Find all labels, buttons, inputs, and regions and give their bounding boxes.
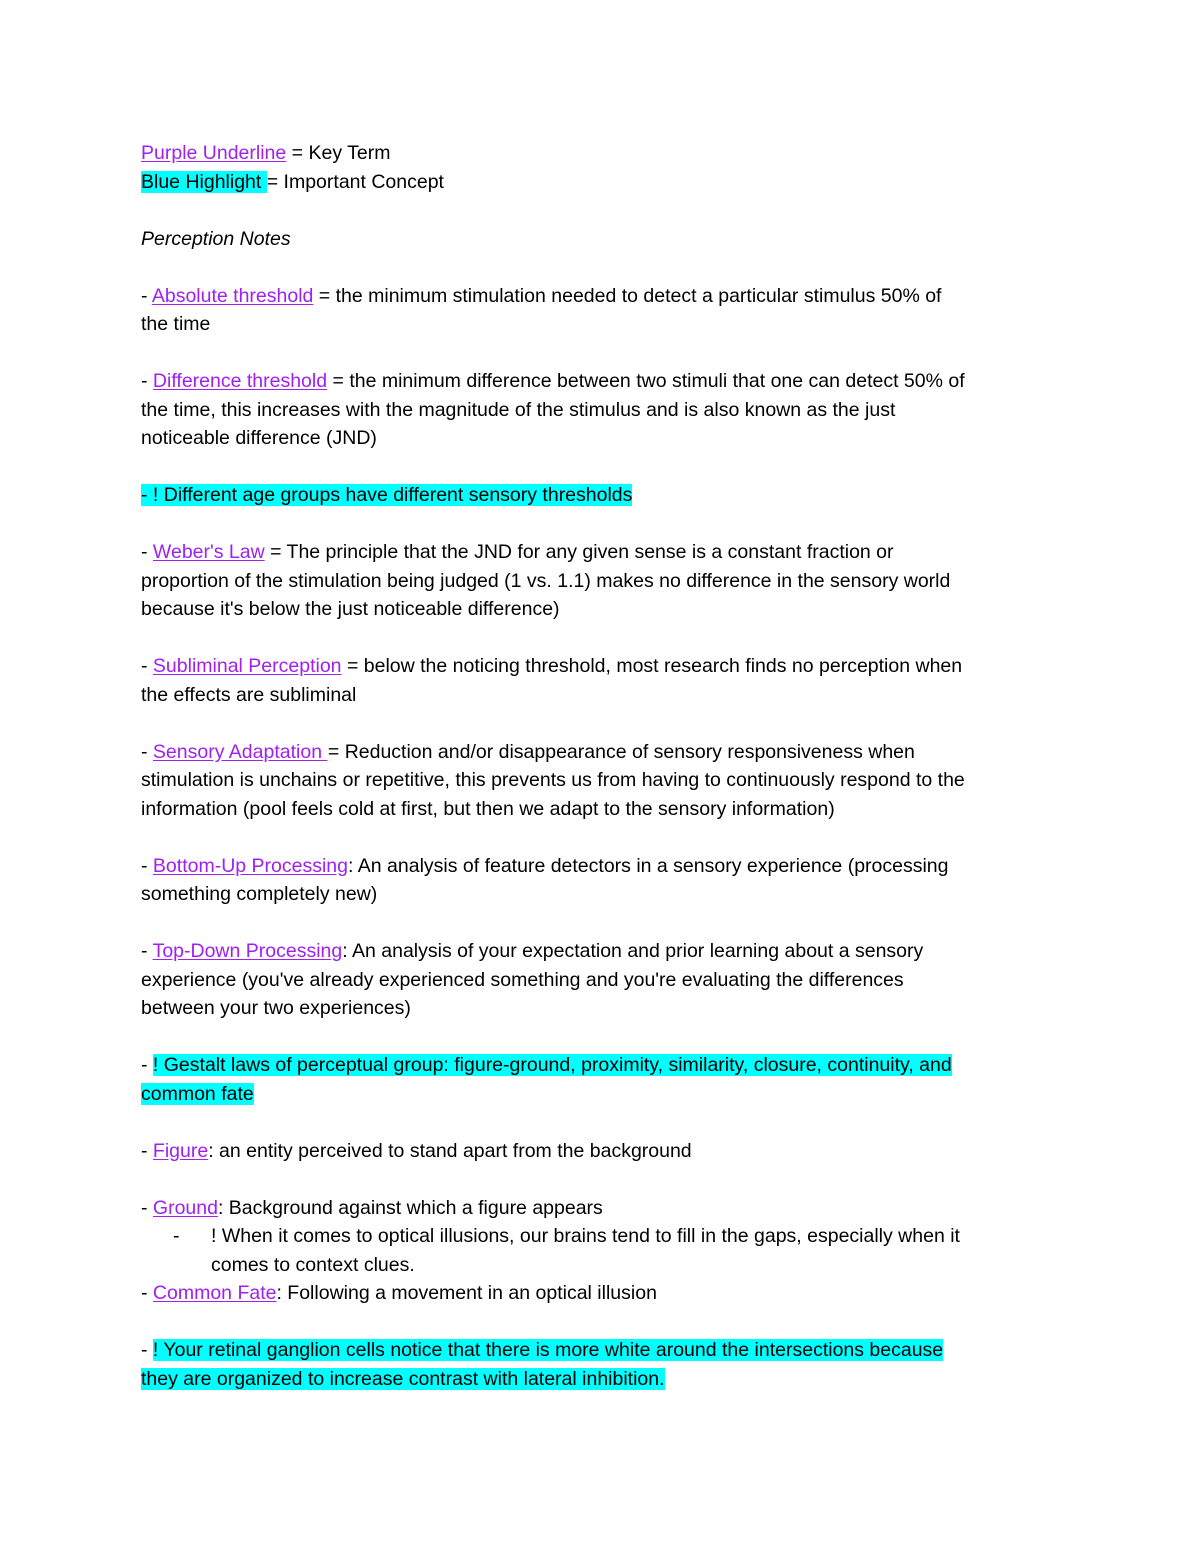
sub-bullet: - ! When it comes to optical illusions, our brains tend to fill in the gaps, especially when it: [141, 1222, 1061, 1251]
bullet-dash: -: [141, 1282, 153, 1304]
note-bottom-up-processing: [141, 852, 1061, 909]
highlighted-concept: - ! Different age groups have different sensory thresholds: [141, 484, 633, 506]
note-text: the effects are subliminal: [141, 683, 357, 706]
highlighted-concept: common fate: [141, 1082, 254, 1105]
concept-gestalt-laws: [141, 1051, 1061, 1108]
legend-important-concept: [141, 168, 1061, 197]
key-term: Weber's Law: [152, 541, 265, 563]
highlighted-concept: ! Your retinal ganglion cells notice that there is more white around the intersections because: [152, 1339, 944, 1361]
key-term: Ground: [152, 1196, 218, 1219]
note-webers-law: [141, 538, 1061, 624]
bullet-dash: -: [141, 541, 153, 563]
note-text: the time: [141, 313, 211, 335]
key-term: Difference threshold: [152, 370, 328, 392]
note-absolute-threshold: [141, 282, 1061, 339]
bullet-dash: -: [141, 1339, 153, 1361]
legend-term-label: Purple Underline: [141, 142, 287, 164]
bullet-dash: -: [141, 284, 152, 307]
note-text: = below the noticing threshold, most research finds no perception when: [341, 655, 963, 677]
note-text: stimulation is unchains or repetitive, this prevents us from having to continuously respond to the: [141, 769, 965, 791]
note-text: the time, this increases with the magnitude of the stimulus and is also known as the just: [141, 398, 896, 421]
note-top-down-processing: [141, 937, 1061, 1023]
note-text: because it's below the just noticeable difference): [141, 598, 560, 620]
note-text: : Following a movement in an optical illusion: [276, 1282, 657, 1304]
concept-retinal-ganglion: [141, 1336, 1061, 1393]
concept-age-groups: [141, 481, 1061, 510]
legend-hl-desc: = Important Concept: [266, 170, 444, 193]
bullet-dash: -: [141, 655, 153, 677]
bullet-dash: -: [141, 1196, 153, 1219]
note-text: between your two experiences): [141, 997, 411, 1019]
legend-term-desc: = Key Term: [286, 142, 391, 164]
note-text: : An analysis of feature detectors in a sensory experience (processing: [348, 854, 949, 877]
note-text: : An analysis of your expectation and prior learning about a sensory: [342, 940, 924, 962]
highlighted-concept: ! Gestalt laws of perceptual group: figure-ground, proximity, similarity, closure, continuity, and: [152, 1054, 952, 1076]
bullet-dash: -: [141, 854, 153, 877]
legend-key-term: [141, 139, 1061, 168]
note-common-fate: [141, 1279, 1061, 1308]
note-ground: [141, 1194, 1061, 1280]
note-text: = the minimum stimulation needed to detect a particular stimulus 50% of: [313, 284, 942, 307]
key-term: Bottom-Up Processing: [152, 854, 348, 877]
note-subliminal-perception: [141, 652, 1061, 709]
key-term: Figure: [152, 1139, 209, 1162]
note-figure: [141, 1137, 1061, 1166]
sub-bullet-continued: comes to context clues.: [211, 1253, 415, 1276]
key-term: Subliminal Perception: [152, 655, 342, 677]
key-term: Absolute threshold: [151, 284, 314, 307]
bullet-dash: -: [141, 370, 153, 392]
note-text: experience (you've already experienced something and you're evaluating the differences: [141, 968, 904, 991]
note-difference-threshold: [141, 367, 1061, 453]
note-text: something completely new): [141, 883, 378, 905]
bullet-dash: -: [141, 1054, 153, 1076]
highlighted-concept: they are organized to increase contrast with lateral inhibition.: [141, 1367, 665, 1390]
note-text: = The principle that the JND for any given sense is a constant fraction or: [264, 541, 894, 563]
legend-hl-label: Blue Highlight: [141, 170, 267, 193]
key-term: Top-Down Processing: [152, 940, 343, 962]
bullet-dash: -: [141, 1139, 153, 1162]
note-text: noticeable difference (JND): [141, 427, 377, 449]
note-text: : an entity perceived to stand apart from the background: [208, 1139, 692, 1162]
bullet-dash: -: [141, 740, 153, 763]
note-text: = the minimum difference between two stimuli that one can detect 50% of: [327, 370, 965, 392]
document-page: [141, 139, 1061, 1393]
note-sensory-adaptation: [141, 738, 1061, 824]
note-text: information (pool feels cold at first, but then we adapt to the sensory information): [141, 797, 835, 820]
page-title: Perception Notes: [141, 227, 291, 250]
note-text: proportion of the stimulation being judged (1 vs. 1.1) makes no difference in the sensory world: [141, 569, 951, 592]
bullet-dash: -: [141, 940, 153, 962]
note-text: = Reduction and/or disappearance of sensory responsiveness when: [322, 740, 915, 763]
key-term: Common Fate: [152, 1282, 277, 1304]
note-text: : Background against which a figure appears: [217, 1196, 603, 1219]
key-term: Sensory Adaptation: [152, 740, 328, 763]
